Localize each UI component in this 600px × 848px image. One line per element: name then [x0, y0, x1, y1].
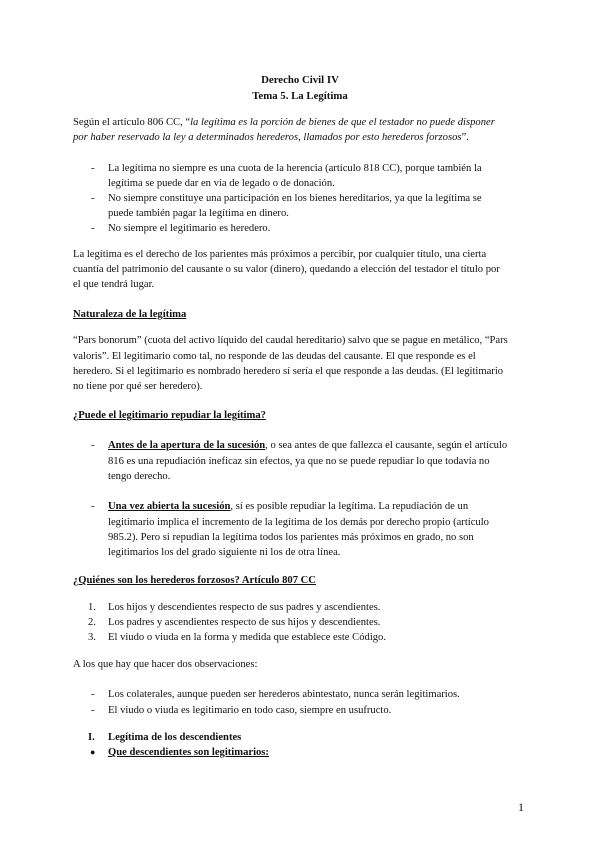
- para2-line-3: el que tendrá lugar.: [73, 279, 155, 290]
- list1-item-1-line-2: legítima se puede dar en vía de legado o de donación.: [108, 178, 335, 189]
- heading-repudiar: ¿Puede el legitimario repudiar la legítima?: [73, 410, 266, 421]
- list3-number-3: 3.: [88, 632, 96, 643]
- page-number: 1: [518, 800, 524, 814]
- list2-item-b-line-2: legitimario implica el incremento de la legítima de los demás por derecho propio (artículo: [108, 517, 489, 528]
- list4-item-2: El viudo o viuda es legitimario en todo caso, siempre en usufructo.: [108, 705, 392, 716]
- para4: A los que hay que hacer dos observaciones:: [73, 659, 258, 670]
- document-title: Derecho Civil IV: [261, 74, 339, 86]
- list3-number-2: 2.: [88, 617, 96, 628]
- list-dash: -: [91, 689, 95, 700]
- list-dash: -: [91, 163, 95, 174]
- subheading-descendientes-legitimarios: Que descendientes son legitimarios:: [108, 747, 269, 758]
- list2-item-b-line-1: Una vez abierta la sucesión, sí es posible repudiar la legítima. La repudiación de un: [108, 501, 469, 512]
- para3-line-2: valoris”. El legitimario como tal, no responde de las deudas del causante. El que responde es el: [73, 351, 476, 362]
- list2-item-b-line-4: legitimarios los del grado siguiente ni los de otra línea.: [108, 547, 341, 558]
- intro-line-1: Según el artículo 806 CC, “la legítima es la porción de bienes de que el testador no puede disponer: [73, 117, 495, 128]
- para3-line-3: heredero. Si el legitimario es nombrado heredero sí sería el que responde a las deudas. (El legitimario: [73, 366, 504, 377]
- intro-line-2: por haber reservado la ley a determinados herederos, llamados por esto herederos forzosos”.: [73, 132, 469, 143]
- heading-naturaleza: Naturaleza de la legítima: [73, 309, 187, 320]
- list-dash: -: [91, 501, 95, 512]
- list1-item-2-line-2: puede también pagar la legítima en dinero.: [108, 208, 289, 219]
- list1-item-1-line-1: La legítima no siempre es una cuota de la herencia (artículo 818 CC), porque también la: [108, 163, 482, 174]
- list3-item-2: Los padres y ascendientes respecto de sus hijos y descendientes.: [108, 617, 381, 628]
- list2-item-b-line-3: 985.2). Pero si repudian la legítima todos los parientes más próximos en grado, no son: [108, 532, 474, 543]
- para3-line-4: no tiene por qué ser heredero).: [73, 381, 203, 392]
- para3-line-1: “Pars bonorum” (cuota del activo líquido del caudal hereditario) salvo que se pague en metálico, “Pars: [73, 335, 508, 346]
- document-subtitle: Tema 5. La Legítima: [252, 90, 348, 102]
- list-dash: -: [91, 193, 95, 204]
- bullet-icon: ●: [90, 747, 96, 757]
- list-dash: -: [91, 705, 95, 716]
- list2-item-a-line-1: Antes de la apertura de la sucesión, o sea antes de que fallezca el causante, según el artículo: [108, 440, 508, 451]
- list3-item-3: El viudo o viuda en la forma y medida que establece este Código.: [108, 632, 387, 643]
- list2-item-a-line-3: tengo derecho.: [108, 471, 171, 482]
- list-dash: -: [91, 440, 95, 451]
- list-dash: -: [91, 223, 95, 234]
- para2-line-2: cuantía del patrimonio del causante o su valor (dinero), quedando a elección del testador el título por: [73, 264, 500, 275]
- section-heading-descendientes: Legítima de los descendientes: [108, 732, 242, 743]
- para2-line-1: La legítima es el derecho de los parientes más próximos a percibir, por cualquier título, una cierta: [73, 249, 487, 260]
- section-number: I.: [88, 732, 95, 743]
- list3-number-1: 1.: [88, 602, 96, 613]
- heading-herederos-forzosos: ¿Quiénes son los herederos forzosos? Artículo 807 CC: [73, 575, 316, 586]
- list3-item-1: Los hijos y descendientes respecto de sus padres y ascendientes.: [108, 602, 381, 613]
- list2-item-a-line-2: 816 es una repudiación ineficaz sin efectos, ya que no se puede repudiar lo que todavía no: [108, 456, 490, 467]
- list4-item-1: Los colaterales, aunque pueden ser herederos abintestato, nunca serán legitimarios.: [108, 689, 460, 700]
- list1-item-2-line-1: No siempre constituye una participación en los bienes hereditarios, ya que la legítima se: [108, 193, 482, 204]
- list1-item-3: No siempre el legitimario es heredero.: [108, 223, 271, 234]
